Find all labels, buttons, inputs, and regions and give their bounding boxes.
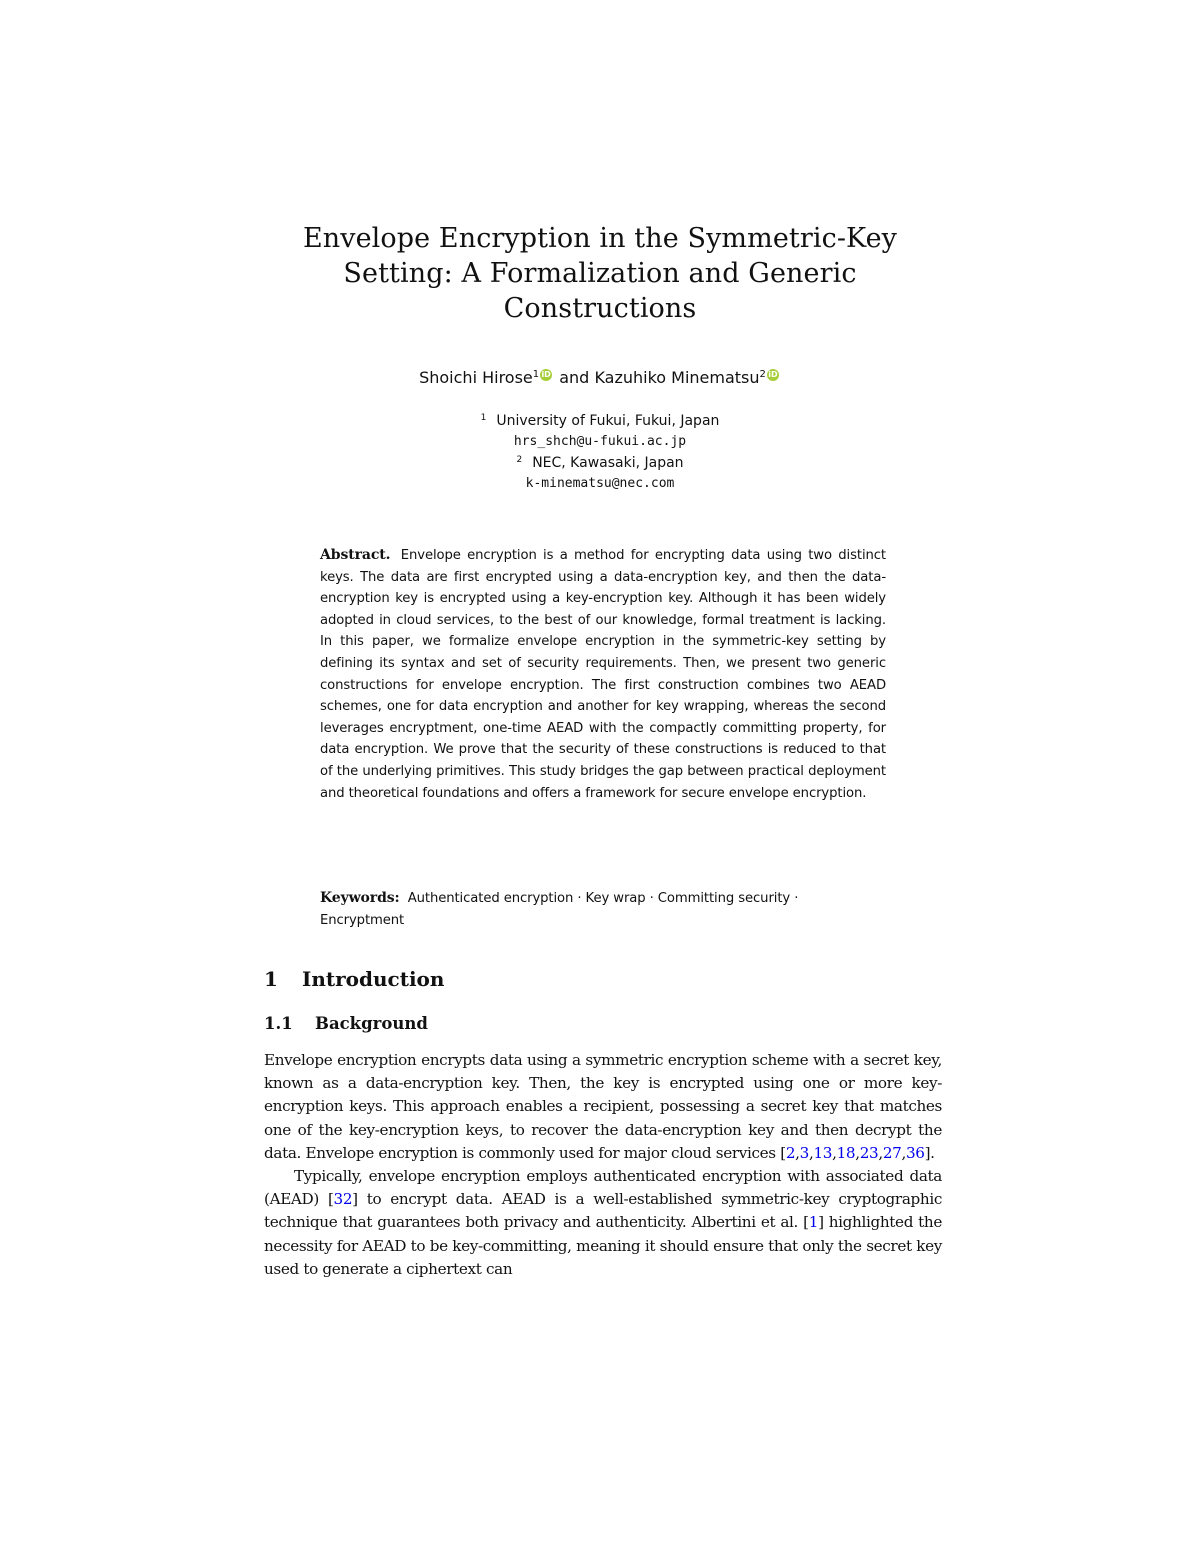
author-affil-mark: 1 [532, 369, 540, 380]
author-name: Kazuhiko Minematsu [594, 368, 760, 387]
paragraph-text: highlighted the necessity for AEAD to be key-committing, meaning it should ensure that only the secret key used to generate a ciphertext can [264, 1213, 942, 1278]
title-line: Setting: A Formalization and Generic [343, 258, 857, 289]
citation-link[interactable]: 36 [905, 1143, 925, 1162]
citation-link[interactable]: 1 [808, 1213, 819, 1232]
affiliation [200, 453, 1000, 473]
paragraph-text: Typically, envelope encryption employs authenticated encryption with associated data (AEAD) [264, 1167, 942, 1209]
body-text [264, 1049, 942, 1281]
abstract-text: Envelope encryption is a method for encrypting data using two distinct keys. The data are first encrypted using a data-encryption key, and then the data-encryption key is encrypted using a key-encryption key. Although it has been widely adopted in cloud services, to the best of our knowledge, formal treatment is lacking. In this paper, we formalize envelope encryption in the symmetric-key setting by defining its syntax and set of security requirements. Then, we present two generic constructions for envelope encryption. The first construction combines two AEAD schemes, one for data encryption and another for key wrapping, whereas the second leverages encryptment, one-time AEAD with the compactly committing property, for data encryption. We prove that the security of these constructions is reduced to that of the underlying primitives. This study bridges the gap between practical deployment and theoretical foundations and offers a framework for secure envelope encryption. [320, 548, 886, 801]
keywords-text: Authenticated encryption · Key wrap · Committing security · Encryptment [320, 891, 799, 928]
citation-link[interactable]: 23 [859, 1143, 879, 1162]
citation-link[interactable]: 32 [333, 1190, 353, 1209]
keywords-label: Keywords: [320, 890, 400, 906]
author-name: Shoichi Hirose [419, 368, 533, 387]
citation-link[interactable]: 2 [785, 1143, 796, 1162]
affiliation-mark: 2 [516, 455, 523, 465]
orcid-icon[interactable]: iD [768, 370, 778, 379]
citation-link[interactable]: 18 [836, 1143, 856, 1162]
affiliation-email[interactable]: k-minematsu@nec.com [525, 476, 675, 491]
abstract-label: Abstract. [320, 547, 391, 563]
affiliation-institution: NEC, Kawasaki, Japan [532, 455, 684, 471]
affiliation [200, 411, 1000, 431]
section-number: 1 [264, 967, 278, 991]
abstract [320, 545, 886, 804]
paragraph: Envelope encryption encrypts data using a symmetric encryption scheme with a secret key, known as a data-encryption key. Then, the key is encrypted using one or more key-encryption keys. This approach enables a recipient, possessing a secret key that matches one of the key-encryption keys, to recover the data-encryption key and then decrypt the data. Envelope encryption is commonly used for major cloud services [2,3,13,18,23,27,36]. [264, 1051, 942, 1162]
title-line: Envelope Encryption in the Symmetric-Key [302, 223, 898, 254]
title-line: Constructions [503, 293, 697, 324]
paragraph-end: . [930, 1143, 935, 1162]
citation-link[interactable]: 27 [882, 1143, 902, 1162]
author-joiner: and [559, 368, 590, 387]
subsection-heading [264, 1012, 428, 1036]
subsection-number: 1.1 [264, 1014, 293, 1033]
affiliation-email[interactable]: hrs_shch@u-fukui.ac.jp [513, 434, 687, 449]
subsection-title: Background [315, 1014, 428, 1033]
orcid-icon[interactable]: iD [541, 370, 551, 379]
keywords [320, 888, 886, 931]
paragraph-text: Envelope encryption encrypts data using a symmetric encryption scheme with a secret key, known as a data-encryption key. Then, the key is encrypted using one or more key-encryption keys. This approach enables a recipient, possessing a secret key that matches one of the key-encryption keys, to recover the data-encryption key and then decrypt the data. Envelope encryption is commonly used for major cloud services [264, 1051, 942, 1162]
citation-link[interactable]: 13 [813, 1143, 833, 1162]
paragraph-text: to encrypt data. AEAD is a well-established symmetric-key cryptographic technique that guarantees both privacy and authenticity. Albertini et al. [264, 1190, 942, 1232]
section-heading [264, 965, 444, 993]
section-title: Introduction [302, 967, 445, 991]
author-line [200, 367, 1000, 389]
paper-title [200, 221, 1000, 326]
citation-link[interactable]: 3 [799, 1143, 809, 1162]
author-affil-mark: 2 [759, 369, 766, 380]
affiliation-mark: 1 [480, 413, 487, 423]
affiliation-institution: University of Fukui, Fukui, Japan [496, 413, 720, 429]
paragraph: Typically, envelope encryption employs authenticated encryption with associated data (AEAD) [32] to encrypt data. AEAD is a well-established symmetric-key cryptographic technique that guarantees both privacy and authenticity. Albertini et al. [1] highlighted the necessity for AEAD to be key-committing, meaning it should ensure that only the secret key used to generate a ciphertext can [264, 1167, 942, 1278]
